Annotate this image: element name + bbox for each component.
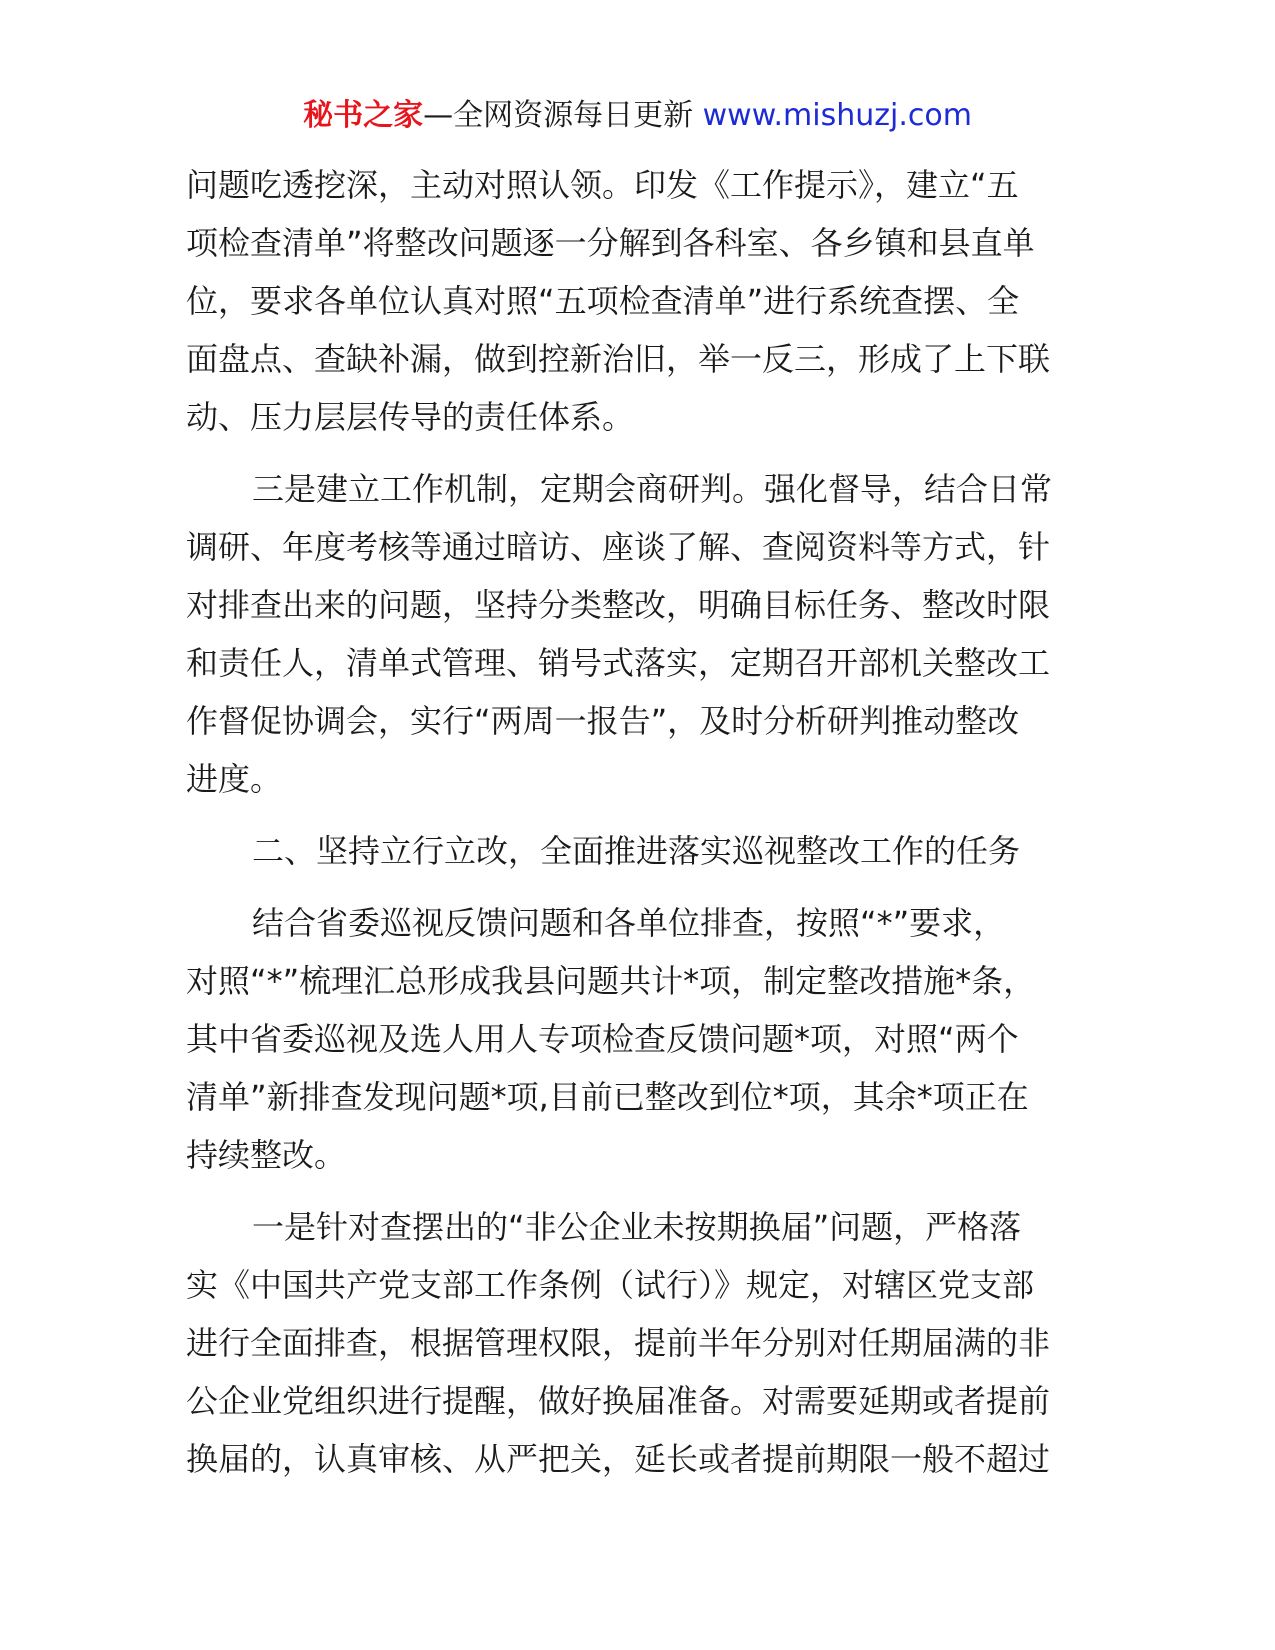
text-line: 项检查清单”将整改问题逐一分解到各科室、各乡镇和县直单	[186, 224, 1035, 262]
text-line: 公企业党组织进行提醒，做好换届准备。对需要延期或者提前	[186, 1382, 1051, 1420]
text-line: 面盘点、查缺补漏，做到控新治旧，举一反三，形成了上下联	[186, 340, 1051, 378]
text-line: 对排查出来的问题，坚持分类整改，明确目标任务、整改时限	[186, 586, 1051, 624]
brand-name: 秘书之家	[303, 98, 424, 133]
header-tagline: —全网资源每日更新	[423, 98, 703, 133]
document-body	[186, 156, 1091, 1488]
text-line: 进度。	[186, 760, 283, 798]
text-line: 实《中国共产党支部工作条例（试行）》规定，对辖区党支部	[186, 1266, 1035, 1304]
paragraph	[186, 156, 1091, 446]
text-line: 三是建立工作机制，定期会商研判。强化督导，结合日常	[252, 470, 1053, 508]
text-line: 问题吃透挖深，主动对照认领。印发《工作提示》，建立“五	[186, 166, 1019, 204]
text-line: 持续整改。	[186, 1136, 347, 1174]
text-line: 位，要求各单位认真对照“五项检查清单”进行系统查摆、全	[186, 282, 1020, 320]
text-line: 二、坚持立行立改，全面推进落实巡视整改工作的任务	[252, 832, 1021, 870]
paragraph	[186, 460, 1091, 808]
text-line: 调研、年度考核等通过暗访、座谈了解、查阅资料等方式，针	[186, 528, 1051, 566]
section-heading	[186, 822, 1091, 880]
paragraph	[186, 1198, 1091, 1488]
text-line: 换届的，认真审核、从严把关，延长或者提前期限一般不超过	[186, 1440, 1051, 1478]
text-line: 和责任人，清单式管理、销号式落实，定期召开部机关整改工	[186, 644, 1051, 682]
text-line: 动、压力层层传导的责任体系。	[186, 398, 635, 436]
text-line: 对照“*”梳理汇总形成我县问题共计*项，制定整改措施*条，	[186, 962, 1036, 1000]
text-line: 其中省委巡视及选人用人专项检查反馈问题*项，对照“两个	[186, 1020, 1019, 1058]
paragraph	[186, 894, 1091, 1184]
text-line: 清单”新排查发现问题*项,目前已整改到位*项，其余*项正在	[186, 1078, 1029, 1116]
header-url[interactable]: www.mishuzj.com	[702, 98, 972, 133]
text-line: 作督促协调会，实行“两周一报告”，及时分析研判推动整改	[186, 702, 1020, 740]
text-line: 进行全面排查，根据管理权限，提前半年分别对任期届满的非	[186, 1324, 1051, 1362]
text-line: 结合省委巡视反馈问题和各单位排查，按照“*”要求，	[252, 904, 1006, 942]
page-header	[0, 96, 1275, 136]
text-line: 一是针对查摆出的“非公企业未按期换届”问题，严格落	[252, 1208, 1022, 1246]
